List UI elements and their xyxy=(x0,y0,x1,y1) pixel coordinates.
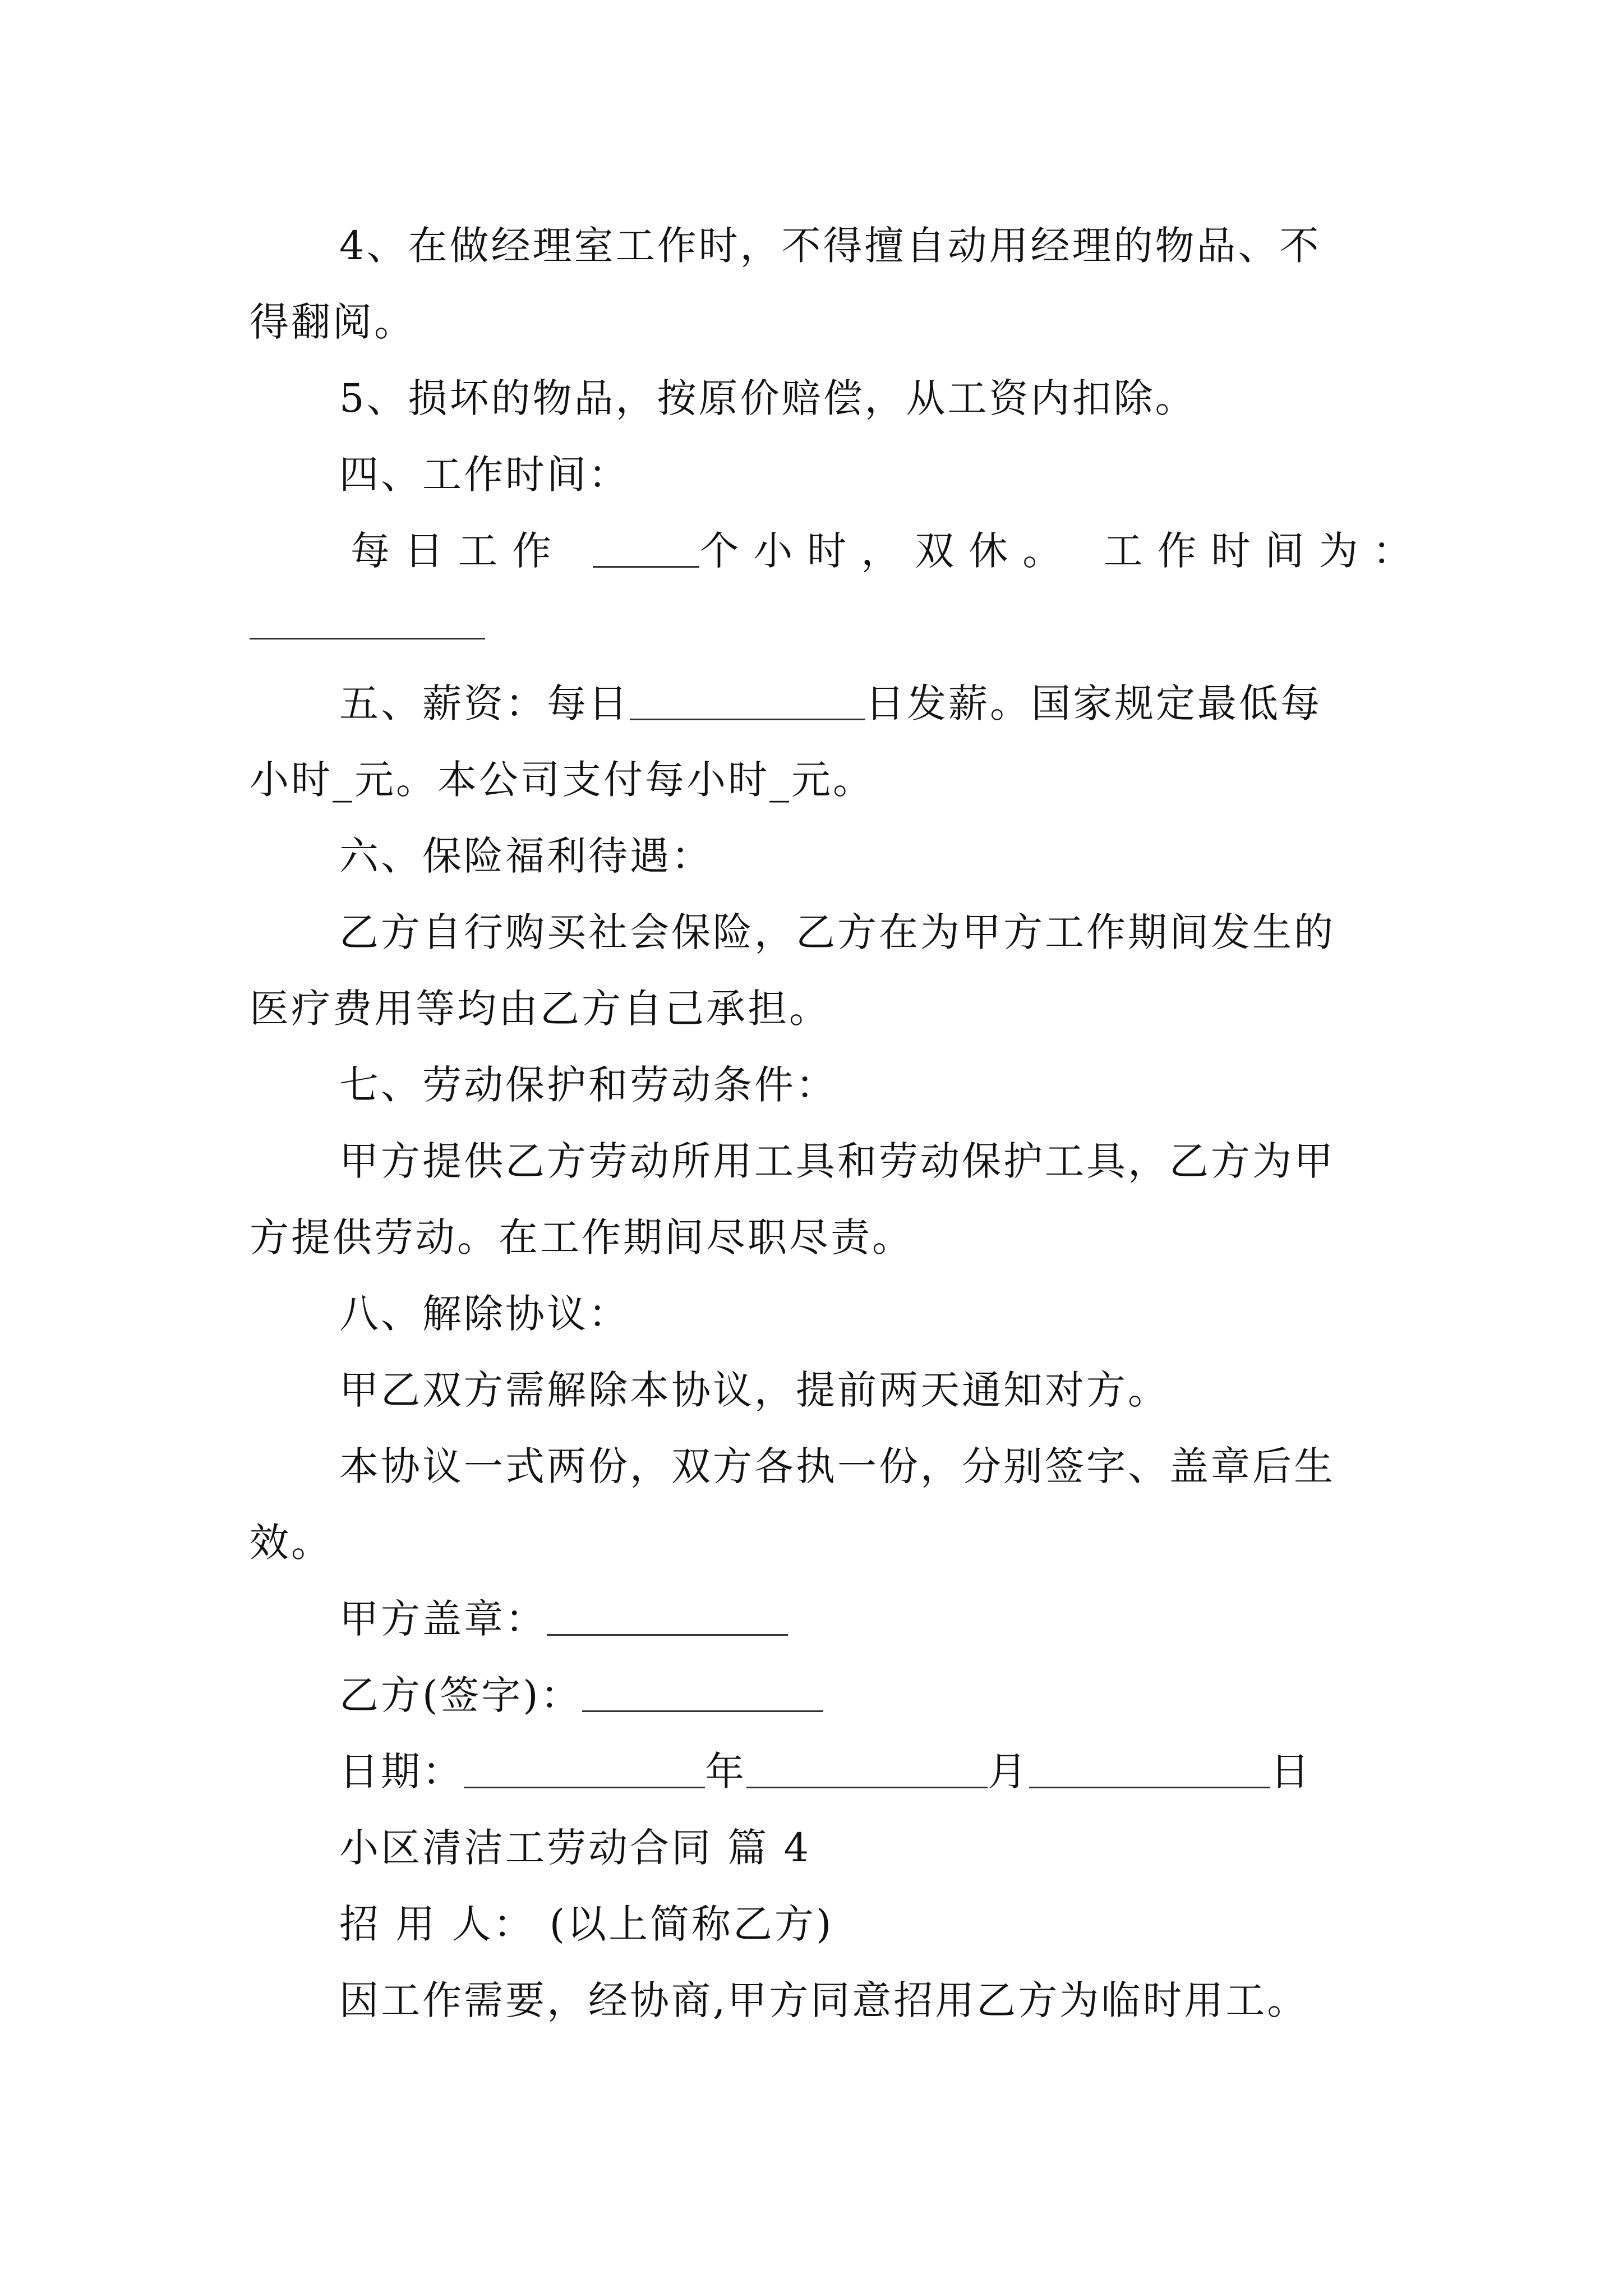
clause-4-line-2: 得翻阅。 xyxy=(250,299,416,345)
hours-blank xyxy=(593,532,699,568)
party-b-sign-line xyxy=(339,1672,1394,1719)
salary-blank xyxy=(630,685,865,720)
work-hours-line xyxy=(351,527,1427,574)
date-line xyxy=(339,1748,1394,1795)
party-a-seal-label: 甲方盖章： xyxy=(339,1596,547,1642)
clause-5: 5、损坏的物品，按原价赔偿，从工资内扣除。 xyxy=(339,375,1197,421)
labor-line-1: 甲方提供乙方劳动所用工具和劳动保护工具，乙方为甲 xyxy=(339,1138,1335,1184)
copies-line-1: 本协议一式两份，双方各执一份，分别签字、盖章后生 xyxy=(339,1443,1335,1489)
day-blank xyxy=(1029,1753,1270,1788)
day-label: 日 xyxy=(1270,1749,1312,1795)
section-7-heading: 七、劳动保护和劳动条件： xyxy=(339,1062,837,1108)
copies-line-2: 效。 xyxy=(250,1520,333,1566)
employer-line: 招 用 人： (以上简称乙方) xyxy=(339,1901,834,1947)
salary-suffix: 日发薪。国家规定最低每 xyxy=(865,680,1322,726)
section-4-heading: 四、工作时间： xyxy=(339,452,630,498)
termination-line: 甲乙双方需解除本协议，提前两天通知对方。 xyxy=(339,1367,1169,1413)
contract-title: 小区清洁工劳动合同 篇 4 xyxy=(339,1825,811,1871)
clause-4-line-1: 4、在做经理室工作时，不得擅自动用经理的物品、不 xyxy=(339,223,1321,269)
party-a-seal-blank xyxy=(547,1600,788,1636)
party-a-seal-line xyxy=(339,1595,1394,1642)
year-label: 年 xyxy=(705,1749,746,1795)
insurance-line-2: 医疗费用等均由乙方自己承担。 xyxy=(250,986,831,1032)
section-6-heading: 六、保险福利待遇： xyxy=(339,833,713,879)
salary-prefix: 五、薪资：每日 xyxy=(339,680,630,726)
work-hours-middle: 个小时，双休。 xyxy=(699,528,1077,574)
hiring-line: 因工作需要，经协商,甲方同意招用乙方为临时用工。 xyxy=(339,1977,1309,2023)
year-blank xyxy=(464,1753,705,1788)
salary-line-1 xyxy=(339,680,1394,727)
work-time-blank xyxy=(250,604,485,639)
insurance-line-1: 乙方自行购买社会保险，乙方在为甲方工作期间发生的 xyxy=(339,909,1335,955)
work-time-line xyxy=(250,599,1394,646)
salary-line-2: 小时_元。本公司支付每小时_元。 xyxy=(250,757,874,803)
work-time-label: 工作时间为： xyxy=(1103,528,1427,574)
date-label: 日期： xyxy=(339,1749,464,1795)
month-label: 月 xyxy=(988,1749,1029,1795)
month-blank xyxy=(746,1753,988,1788)
section-8-heading: 八、解除协议： xyxy=(339,1291,630,1337)
party-b-sign-blank xyxy=(582,1677,823,1712)
party-b-sign-label: 乙方(签字)： xyxy=(339,1672,582,1718)
work-hours-prefix: 每日工作 xyxy=(351,528,566,574)
labor-line-2: 方提供劳动。在工作期间尽职尽责。 xyxy=(250,1214,914,1260)
